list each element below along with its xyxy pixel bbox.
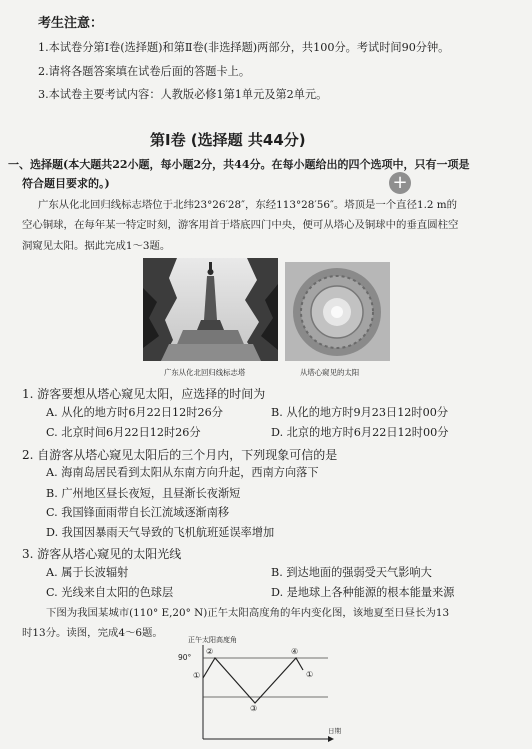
q1-option-c: C. 北京时间6月22日12时26分 bbox=[46, 426, 201, 439]
section-title: 第Ⅰ卷 (选择题 共44分) bbox=[150, 131, 306, 149]
q2-option-a: A. 海南岛居民看到太阳从东南方向升起，西南方向落下 bbox=[46, 466, 319, 479]
chart-marker-3: ③ bbox=[250, 704, 258, 713]
chart-y-title: 正午太阳高度角 bbox=[188, 636, 237, 644]
passage2-line1: 下图为我国某城市(110° E,20° N)正午太阳高度角的年内变化图，该地夏至日昼长为13 bbox=[46, 607, 450, 619]
q3-option-d: D. 是地球上各种能源的根本能量来源 bbox=[271, 586, 455, 599]
passage1-line3: 洞窥见太阳。据此完成1～3题。 bbox=[22, 240, 171, 252]
q3-stem: 3. 游客从塔心窥见的太阳光线 bbox=[22, 547, 182, 561]
solar-altitude-diagram bbox=[178, 633, 348, 745]
chart-altitude-curve bbox=[203, 658, 303, 703]
q3-option-b: B. 到达地面的强弱受天气影响大 bbox=[271, 566, 432, 579]
chart-marker-1-left: ① bbox=[193, 671, 201, 680]
add-button[interactable]: + bbox=[389, 172, 411, 194]
q2-option-c: C. 我国锋面雨带自长江流域逐渐南移 bbox=[46, 506, 230, 519]
tower-caption: 广东从化北回归线标志塔 bbox=[164, 368, 246, 377]
notice-title: 考生注意： bbox=[38, 16, 104, 31]
chart-marker-2: ② bbox=[206, 647, 214, 656]
chart-marker-4: ④ bbox=[291, 647, 299, 656]
tower-photo bbox=[143, 258, 278, 361]
section-instructions-line2: 符合题目要求的。) bbox=[22, 177, 110, 190]
passage1-line2: 空心铜球，在每年某一特定时刻，游客用首于塔底四门中央，便可从塔心及铜球中的垂直圆柱空 bbox=[22, 219, 459, 231]
q1-option-b: B. 从化的地方时9月23日12时00分 bbox=[271, 406, 449, 419]
q1-option-d: D. 北京的地方时6月22日12时00分 bbox=[271, 426, 449, 439]
passage2-line2: 时13分。读图，完成4～6题。 bbox=[22, 627, 163, 639]
sun-photo bbox=[285, 262, 390, 361]
q2-stem: 2. 自游客从塔心窥见太阳后的三个月内，下列现象可信的是 bbox=[22, 448, 338, 462]
notice-item-1: 1.本试卷分第Ⅰ卷(选择题)和第Ⅱ卷(非选择题)两部分，共100分。考试时间90分钟。 bbox=[38, 41, 450, 54]
q2-option-b: B. 广州地区昼长夜短，且昼渐长夜渐短 bbox=[46, 487, 241, 500]
section-instructions-line1: 一、选择题(本大题共22小题，每小题2分，共44分。在每小题给出的四个选项中，只有一项是 bbox=[8, 158, 470, 171]
sun-caption: 从塔心窥见的太阳 bbox=[300, 368, 360, 377]
chart-y-tick: 90° bbox=[178, 653, 192, 662]
q3-option-c: C. 光线来自太阳的色球层 bbox=[46, 586, 174, 599]
chart-x-label: 日期 bbox=[328, 727, 341, 735]
q2-option-d: D. 我国因暴雨天气导致的飞机航班延误率增加 bbox=[46, 526, 275, 539]
notice-item-2: 2.请将各题答案填在试卷后面的答题卡上。 bbox=[38, 65, 251, 78]
q1-stem: 1. 游客要想从塔心窥见太阳，应选择的时间为 bbox=[22, 387, 266, 401]
passage1-line1: 广东从化北回归线标志塔位于北纬23°26′28″，东经113°28′56″。塔顶是一个直径1.2 m的 bbox=[38, 199, 458, 211]
chart-marker-1-right: ① bbox=[306, 670, 314, 679]
notice-item-3: 3.本试卷主要考试内容：人教版必修1第1单元及第2单元。 bbox=[38, 88, 328, 101]
q1-option-a: A. 从化的地方时6月22日12时26分 bbox=[46, 406, 223, 419]
q3-option-a: A. 属于长波辐射 bbox=[46, 566, 129, 579]
